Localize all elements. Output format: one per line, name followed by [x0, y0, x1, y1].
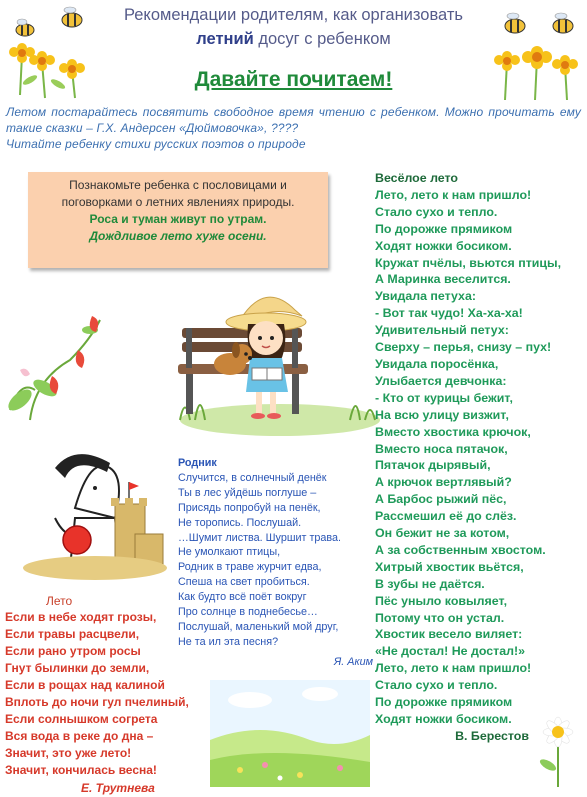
poem-left-lines: [5, 609, 210, 779]
poem-line: Кружат пчёлы, вьются птицы,: [375, 255, 562, 270]
poem-line: Если в небе ходят грозы,: [5, 610, 157, 624]
poem-vesyoloe-leto: [375, 170, 587, 745]
poem-line: Стало сухо и тепло.: [375, 204, 498, 219]
poem-mid-title: Родник: [178, 457, 217, 469]
poem-leto: [5, 609, 210, 797]
poem-line: А за собственным хвостом.: [375, 542, 546, 557]
proverb-2: Дождливое лето хуже осени.: [89, 229, 267, 243]
intro-text: [6, 104, 581, 152]
poem-right-title: Весёлое лето: [375, 171, 458, 185]
strawberry-plant-icon: [0, 300, 125, 425]
poem-line: Пёс уныло ковыляет,: [375, 593, 508, 608]
poem-line: Если в рощах над калиной: [5, 678, 165, 692]
poem-line: По дорожке прямиком: [375, 695, 513, 710]
poem-line: Вся вода в реке до дна –: [5, 729, 154, 743]
proverb-intro: Познакомьте ребенка с пословицами и поговорками о летних явлениях природы.: [61, 178, 295, 209]
poem-line: Если солнышком согрета: [5, 712, 158, 726]
poem-line: По дорожке прямиком: [375, 221, 513, 236]
poem-line: …Шумит листва. Шуршит трава.: [178, 531, 342, 544]
title-rest: досуг с ребенком: [253, 30, 391, 48]
poem-line: Хитрый хвостик вьётся,: [375, 559, 524, 574]
poem-line: «Не достал! Не достал!»: [375, 644, 526, 659]
poem-line: А крючок вертлявый?: [375, 475, 512, 490]
girl-reading-bench-illustration: [170, 280, 380, 440]
poem-line: - Кто от курицы бежит,: [375, 390, 513, 405]
poem-line: Вместо носа пятачок,: [375, 441, 508, 456]
poem-line: Если травы расцвели,: [5, 627, 140, 641]
poem-right-author: В. Берестов: [455, 728, 529, 743]
poem-line: Сверху – перья, снизу – пух!: [375, 340, 552, 355]
poem-line: Он бежит не за котом,: [375, 526, 510, 541]
poem-line: Послушай, маленький мой друг,: [178, 620, 339, 633]
poem-line: Если рано утром росы: [5, 644, 141, 658]
headline: Давайте почитаем!: [194, 68, 393, 91]
page-title-line1: Рекомендации родителям, как организовать: [123, 6, 464, 24]
poem-line: Лето, лето к нам пришло!: [375, 661, 532, 676]
poem-line: Хвостик весело виляет:: [375, 627, 523, 642]
poem-line: Значит, это уже лето!: [5, 746, 132, 760]
poem-line: На всю улицу визжит,: [375, 407, 509, 422]
poem-left-title: Лето: [46, 594, 73, 608]
poem-line: Ходят ножки босиком.: [375, 238, 512, 253]
poem-line: А Барбос рыжий пёс,: [375, 492, 507, 507]
poem-line: Вплоть до ночи гул пчелиный,: [5, 695, 189, 709]
poem-line: Улыбается девчонка:: [375, 373, 507, 388]
sandcastle-boy-illustration: [15, 448, 170, 588]
poem-line: Увидала поросёнка,: [375, 356, 499, 371]
poem-right-lines: [375, 187, 587, 728]
poem-line: Увидала петуха:: [375, 289, 476, 304]
poem-line: Родник в траве журчит едва,: [178, 561, 322, 574]
poem-line: Про солнце в поднебесье…: [178, 606, 318, 619]
poem-line: Не торопись. Послушай.: [178, 516, 302, 529]
page-title-line2: [0, 30, 587, 49]
poem-line: Вместо хвостика крючок,: [375, 424, 531, 439]
poem-line: Спеша на свет пробиться.: [178, 576, 310, 589]
poem-line: Лето, лето к нам пришло!: [375, 187, 532, 202]
poem-line: Не та ил эта песня?: [178, 635, 279, 648]
poem-line: В зубы не даётся.: [375, 576, 485, 591]
poem-line: Удивительный петух:: [375, 323, 509, 338]
meadow-illustration: [210, 680, 370, 787]
poem-line: Не умолкают птицы,: [178, 546, 281, 559]
poem-line: - Вот так чудо! Ха-ха-ха!: [375, 306, 523, 321]
poem-line: Как будто всё поёт вокруг: [178, 591, 307, 604]
title-bold-word: летний: [196, 30, 254, 48]
poem-line: Стало сухо и тепло.: [375, 678, 498, 693]
poem-line: Присядь попробуй на пенёк,: [178, 501, 321, 514]
poem-mid-author: Я. Аким: [333, 655, 373, 668]
intro-line2: Читайте ребенку стихи русских поэтов о природе: [6, 137, 306, 151]
proverb-box: [28, 172, 328, 268]
poem-line: Пятачок дырявый,: [375, 458, 491, 473]
poem-line: Ты в лес уйдёшь поглуше –: [178, 486, 317, 499]
poem-line: Ходят ножки босиком.: [375, 712, 512, 726]
proverb-1: Роса и туман живут по утрам.: [89, 212, 267, 226]
poem-line: Потому что он устал.: [375, 610, 505, 625]
poem-line: А Маринка веселится.: [375, 272, 511, 287]
poem-line: Гнут былинки до земли,: [5, 661, 150, 675]
poem-left-author: Е. Трутнева: [81, 781, 155, 795]
poem-line: Значит, кончилась весна!: [5, 763, 157, 777]
poem-line: Случится, в солнечный денёк: [178, 471, 327, 484]
poem-line: Рассмешил её до слёз.: [375, 509, 517, 524]
intro-line1: Летом постарайтесь посвятить свободное время чтению с ребенком. Можно прочитать ему такие сказки – Г.Х. Андерсен «Дюймовочка», ????: [6, 105, 581, 135]
